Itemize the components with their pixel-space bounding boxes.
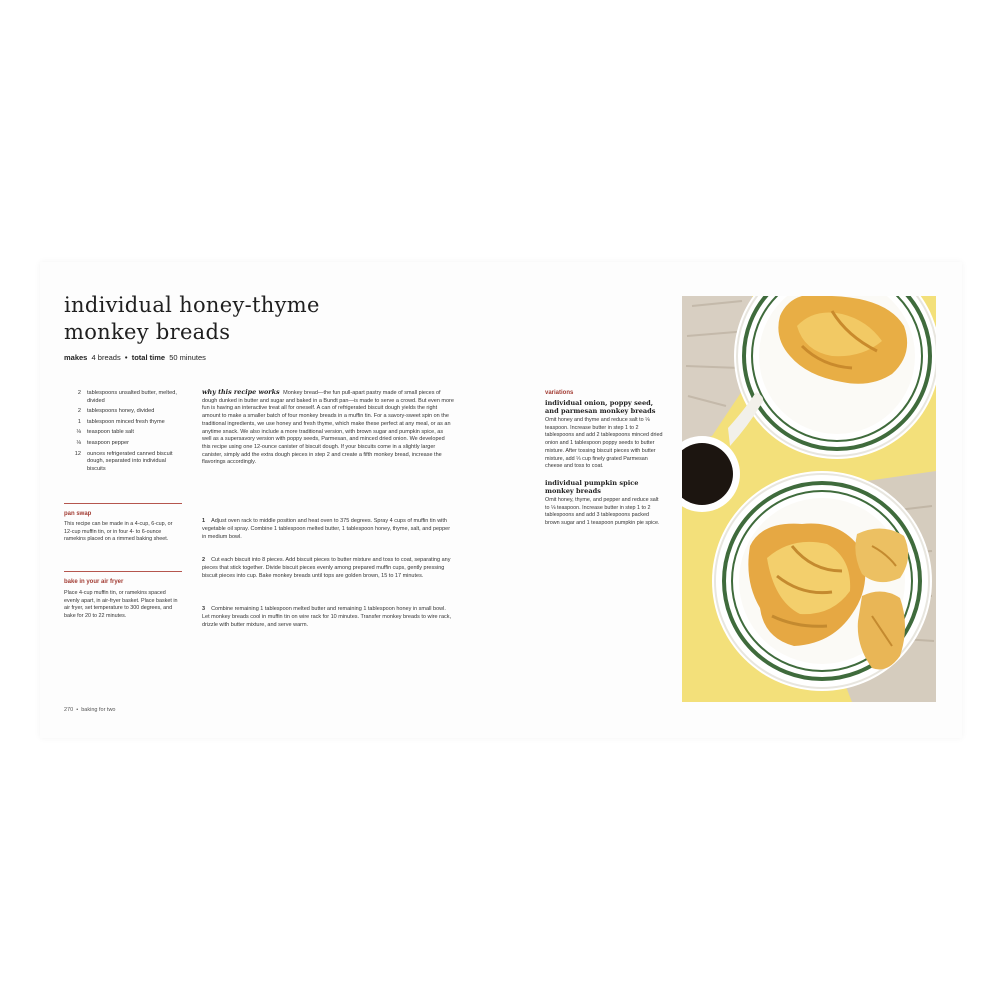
ingredient-text: tablespoon minced fresh thyme [87,418,165,425]
step-text: Cut each biscuit into 8 pieces. Add biscuit pieces to butter mixture and toss to coat, separating any pieces that stick together. Divide biscuit pieces evenly among prepared muffin cups, gently pressing biscuit pieces into cup. Bake monkey breads until tops are golden brown, 15 to 17 minutes. [202,557,451,579]
recipe-photo [682,296,936,702]
ingredient-qty: 2 [77,408,81,415]
pan-swap-heading: pan swap [64,511,92,517]
variation-title: individual onion, poppy seed, and parmesan monkey breads [545,399,656,415]
page-footer [64,707,116,713]
makes-label: makes [64,353,88,362]
step-item [202,606,452,630]
ingredient-qty: 1 [77,418,81,425]
meta-separator: • [124,353,128,362]
ingredient-text: teaspoon table salt [87,429,134,436]
step-number: 1 [202,518,206,524]
air-fryer-body: Place 4-cup muffin tin, or ramekins spaced evenly apart, in air-fryer basket. Place basket in air fryer, set temperature to 300 degrees, and bake for 20 to 22 minutes. [64,590,178,620]
recipe-title-line-2: monkey breads [64,320,231,344]
total-time-label: total time [131,353,166,362]
ingredient-item [64,419,184,427]
variation-title: individual pumpkin spice monkey breads [545,478,639,495]
pan-swap-body: This recipe can be made in a 4-cup, 6-cup, or 12-cup muffin tin, or in four 4- to 6-ounce ramekins placed on a rimmed baking sheet. [64,521,173,543]
air-fryer-rule [64,571,182,572]
step-number: 2 [202,557,206,563]
step-text: Adjust oven rack to middle position and heat oven to 375 degrees. Spray 4 cups of muffin tin with vegetable oil spray. Combine 1 tablespoon melted butter, 1 tablespoon honey, thyme, salt, and pepper in medium bowl. [202,518,451,540]
variations-label: variations [545,390,574,396]
ingredient-text: teaspoon pepper [87,439,129,446]
step-item [202,518,452,542]
recipe-meta [64,353,206,362]
page-number: 270 [64,707,74,713]
ingredient-text: tablespoons unsalted butter, melted, divided [87,390,177,404]
variation-body: Omit honey and thyme and reduce salt to ⅛ teaspoon. Increase butter in step 1 to 2 tablespoons and add 2 tablespoons minced dried onion and 1 tablespoon poppy seeds to butter mixture. After tossing biscuit pieces with butter mixture, add ⅓ cup finely grated Parmesan cheese and toss to coat. [545,417,663,470]
variations-section [545,390,663,536]
ingredient-item [64,429,184,437]
step-text: Combine remaining 1 tablespoon melted butter and remaining 1 tablespoon honey in small bowl. Let monkey breads cool in muffin tin on wire rack for 10 minutes. Transfer monkey breads to wire rack, drizzle with butter mixture, and serve warm. [202,606,452,628]
recipe-title-line-1: individual honey-thyme [64,293,320,317]
ingredient-qty: ⅛ [76,439,81,446]
ingredient-list [64,390,184,476]
recipe-title [64,292,394,346]
step-item [202,557,452,581]
photo-illustration [682,296,936,702]
ingredient-item [64,451,184,474]
why-this-recipe-works [202,389,454,467]
variation-body: Omit honey, thyme, and pepper and reduce salt to ⅛ teaspoon. Increase butter in step 1 to 2 tablespoons and add 3 tablespoons packed brown sugar and 1 teaspoon pumpkin pie spice. [545,496,660,527]
air-fryer-heading: bake in your air fryer [64,579,124,585]
footer-separator: • [76,707,79,713]
ingredient-text: ounces refrigerated canned biscuit dough, separated into individual biscuits [87,450,173,472]
step-number: 3 [202,606,206,612]
why-heading: why this recipe works [202,388,280,396]
ingredient-item [64,440,184,448]
ingredient-qty: 12 [74,450,81,457]
ingredient-item [64,390,184,405]
ingredient-text: tablespoons honey, divided [87,408,155,415]
total-time-value: 50 minutes [169,353,206,362]
ingredient-qty: ⅛ [76,429,81,436]
makes-value: 4 breads [91,353,121,362]
ingredient-item [64,408,184,416]
why-body: Monkey bread—the fun pull-apart pastry made of small pieces of dough dunked in butter and sugar and baked in a Bundt pan—is made to serve a crowd. But even more fun is having an interactive treat all for oneself. A can of refrigerated biscuit dough yields the right amount to make a smaller batch of four monkey breads in a muffin tin. For a savory-sweet spin on the traditional ingredients, we use honey and fresh thyme, which make these perfect at any meal, or as an anytime snack. We also include a more traditional version, with brown sugar and pumpkin spice, as well as a supersavory version with poppy seeds, Parmesan, and minced dried onion. We developed this recipe using one 12-ounce canister of biscuit dough. If your biscuits come in a slightly larger canister, simply add the extra dough pieces in step 2 and create a fifth monkey bread, increase the flavorings accordingly. [202,390,454,466]
pan-swap-rule [64,503,182,504]
ingredient-qty: 2 [77,390,81,396]
book-title: baking for two [81,707,116,713]
